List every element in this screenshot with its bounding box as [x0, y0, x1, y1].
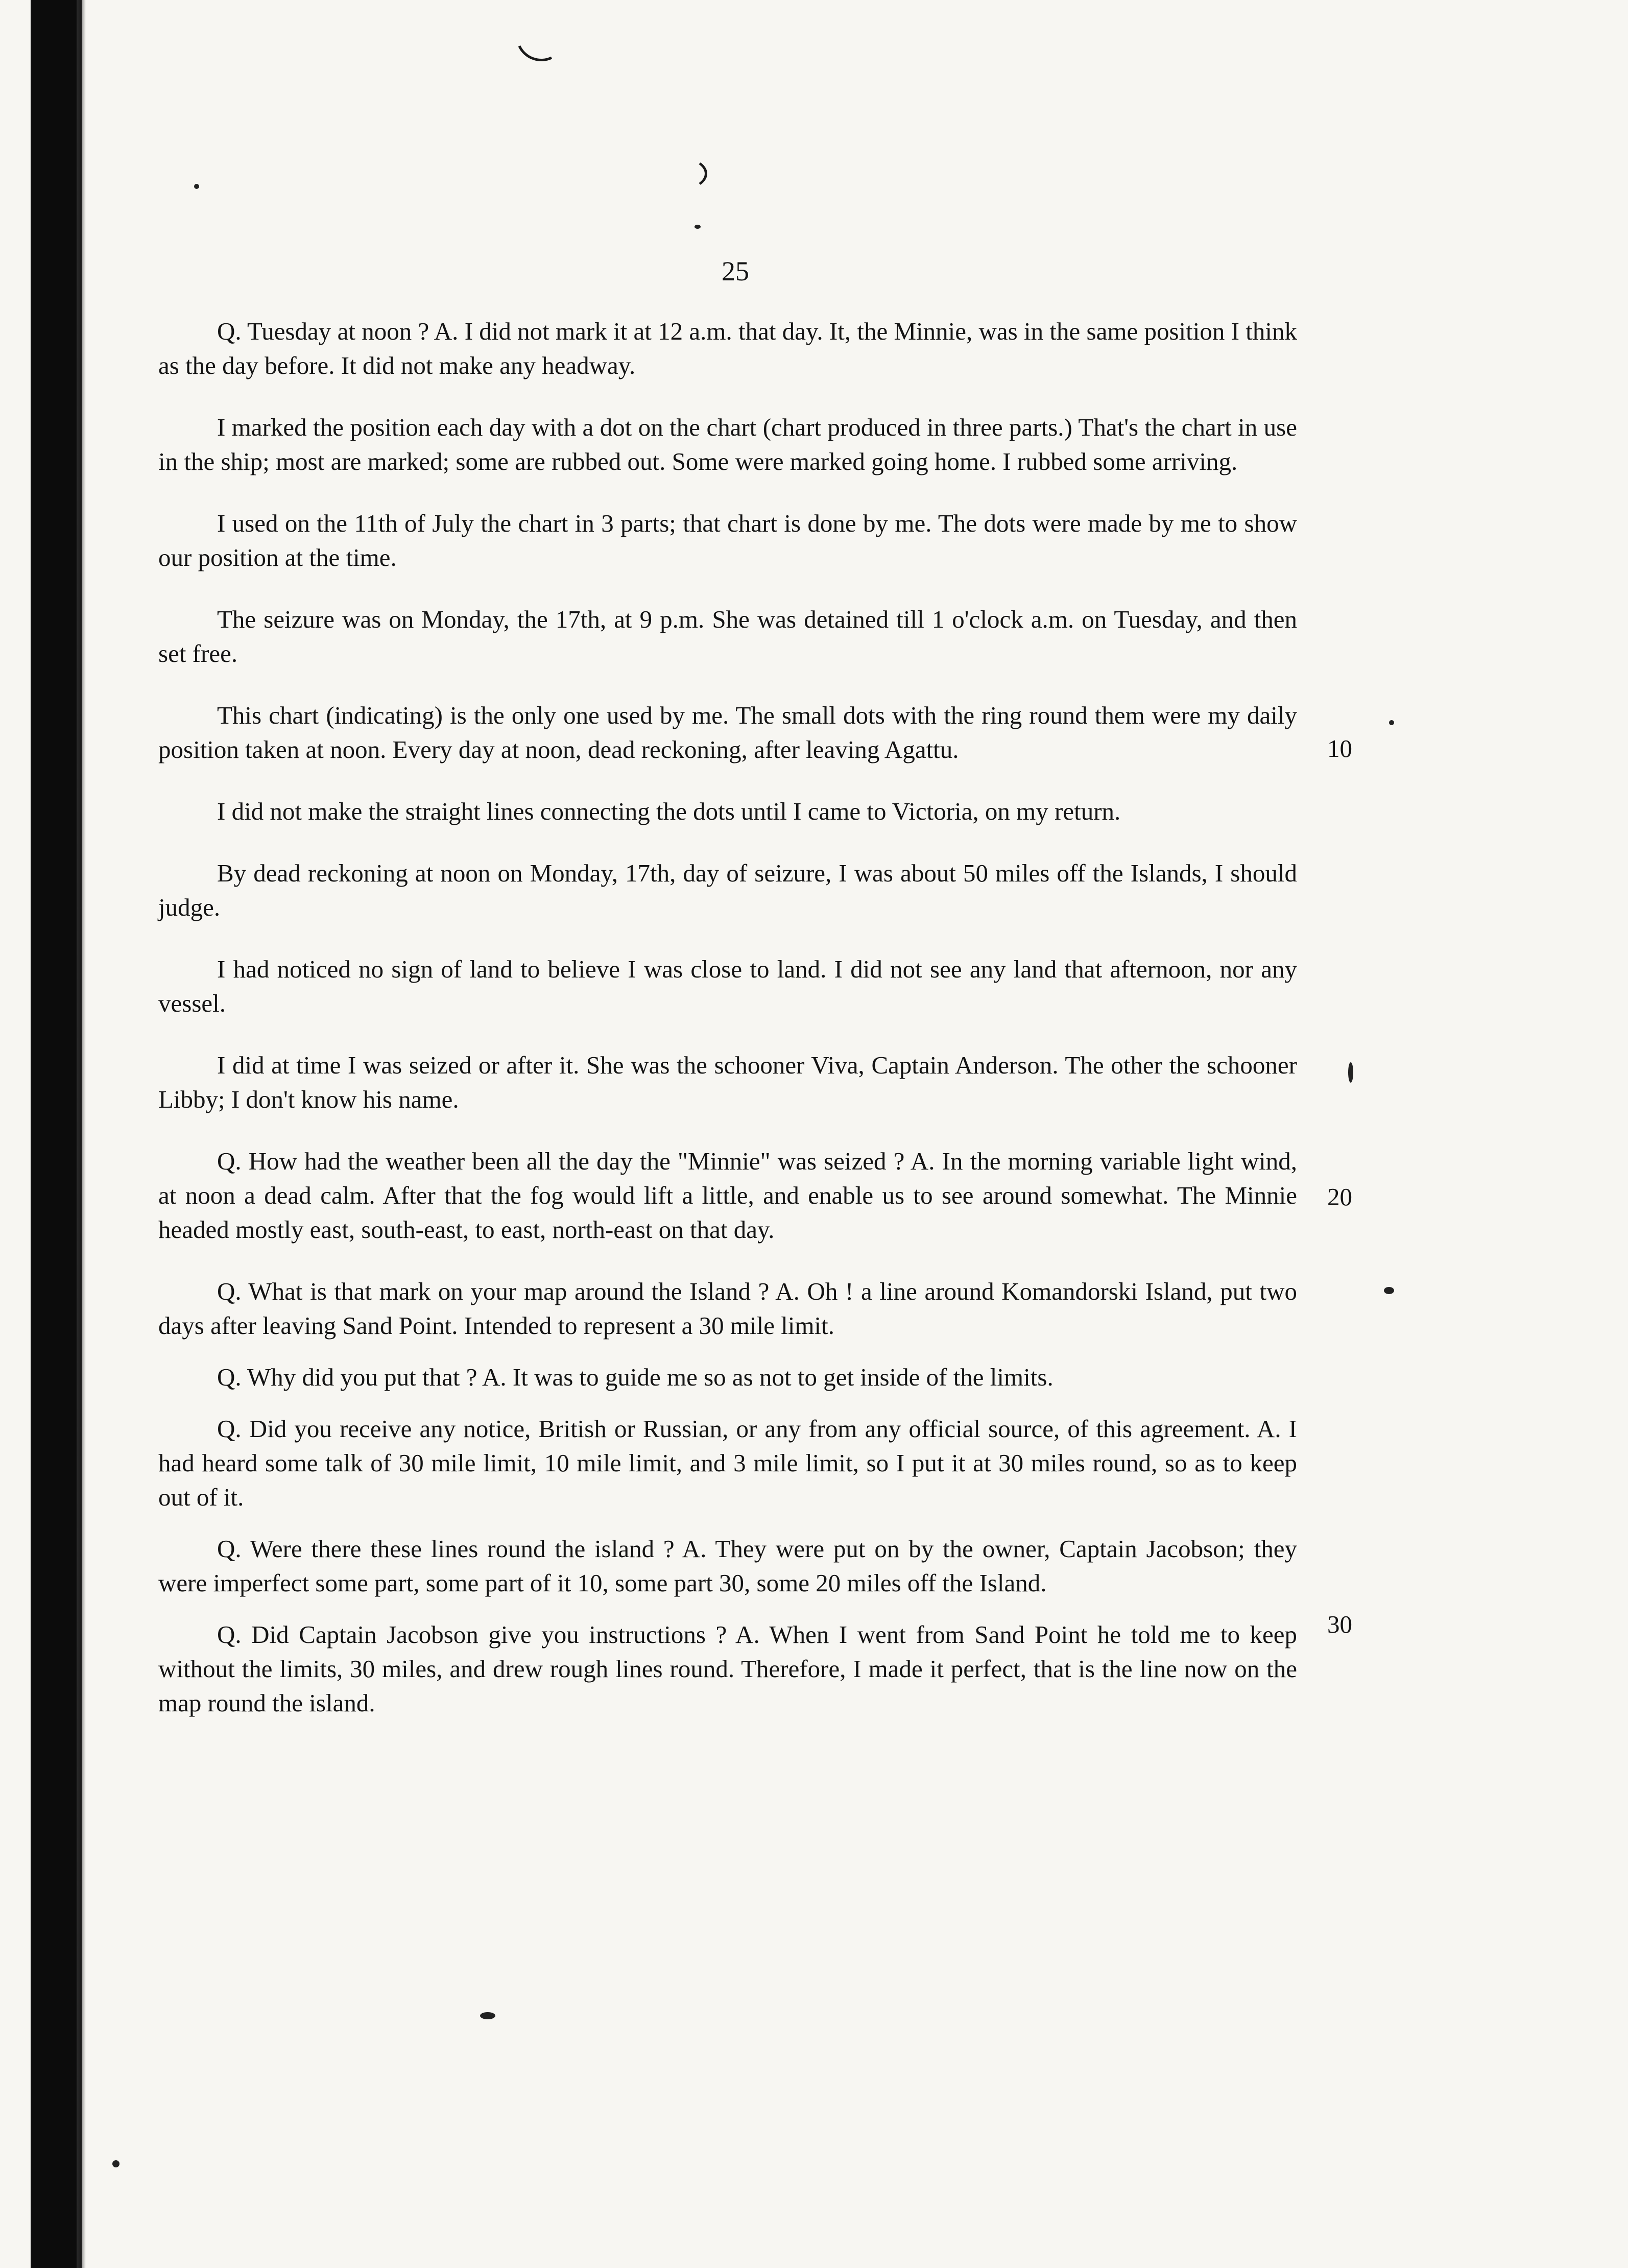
paragraph: This chart (indicating) is the only one used by me. The small dots with the ring round them were my daily position taken at noon. Every day at noon, dead reckoning, after leaving Agattu. [158, 701, 1297, 763]
paragraph: I did not make the straight lines connecting the dots until I came to Victoria, on my return. [217, 797, 1121, 825]
paragraph: Q. Why did you put that ? A. It was to guide me so as not to get inside of the limits. [217, 1363, 1054, 1391]
margin-line-number: 30 [1327, 1610, 1352, 1638]
paragraph: By dead reckoning at noon on Monday, 17th, day of seizure, I was about 50 miles off the Islands, I should judge. [158, 859, 1297, 921]
paragraph: Q. How had the weather been all the day the "Minnie" was seized ? A. In the morning variable light wind, at noon a dead calm. After that the fog would lift a little, and enable us to see around somewhat. The Minnie headed mostly east, south-east, to east, north-east on that day. [158, 1147, 1297, 1244]
margin-line-number: 20 [1327, 1183, 1352, 1211]
paragraph: Q. What is that mark on your map around the Island ? A. Oh ! a line around Komandorski Island, put two days after leaving Sand Point. Intended to represent a 30 mile limit. [158, 1277, 1297, 1340]
page-number: 25 [722, 256, 749, 287]
paragraph: Q. Were there these lines round the island ? A. They were put on by the owner, Captain Jacobson; they were imperfect some part, some part of it 10, some part 30, some 20 miles off the Island. [158, 1535, 1297, 1597]
binding-shadow [31, 0, 82, 2268]
paragraph: Q. Tuesday at noon ? A. I did not mark it at 12 a.m. that day. It, the Minnie, was in the same position I think as the day before. It did not make any headway. [158, 317, 1297, 379]
paragraph: Q. Did you receive any notice, British or Russian, or any from any official source, of this agreement. A. I had heard some talk of 30 mile limit, 10 mile limit, and 3 mile limit, so I put it at 30 miles round, so as to keep out of it. [158, 1415, 1297, 1511]
scan-speck [1348, 1062, 1353, 1083]
paragraph: I marked the position each day with a dot on the chart (chart produced in three parts.) That's the chart in use in the ship; most are marked; some are rubbed out. Some were marked going home. I rubbed some arriving. [158, 413, 1297, 475]
paragraph: I had noticed no sign of land to believe I was close to land. I did not see any land that afternoon, nor any vessel. [158, 955, 1297, 1017]
pen-mark [509, 3, 574, 68]
body-text [158, 314, 1297, 1720]
scan-speck [1384, 1287, 1394, 1294]
paragraph: The seizure was on Monday, the 17th, at 9 p.m. She was detained till 1 o'clock a.m. on Tuesday, and then set free. [158, 605, 1297, 667]
paragraph: I did at time I was seized or after it. She was the schooner Viva, Captain Anderson. The other the schooner Libby; I don't know his name. [158, 1051, 1297, 1113]
paragraph: Q. Did Captain Jacobson give you instructions ? A. When I went from Sand Point he told me to keep without the limits, 30 miles, and drew rough lines round. Therefore, I made it perfect, that is the line now on the map round the island. [158, 1620, 1297, 1717]
scan-speck [194, 184, 199, 189]
scan-speck [1389, 720, 1394, 725]
scan-speck [112, 2160, 119, 2167]
pen-mark [646, 156, 707, 192]
binding-edge [77, 0, 86, 2268]
scan-speck [695, 225, 701, 229]
margin-line-number: 10 [1327, 734, 1352, 762]
paragraph: I used on the 11th of July the chart in 3 parts; that chart is done by me. The dots were made by me to show our position at the time. [158, 509, 1297, 571]
scan-speck [480, 2012, 495, 2019]
